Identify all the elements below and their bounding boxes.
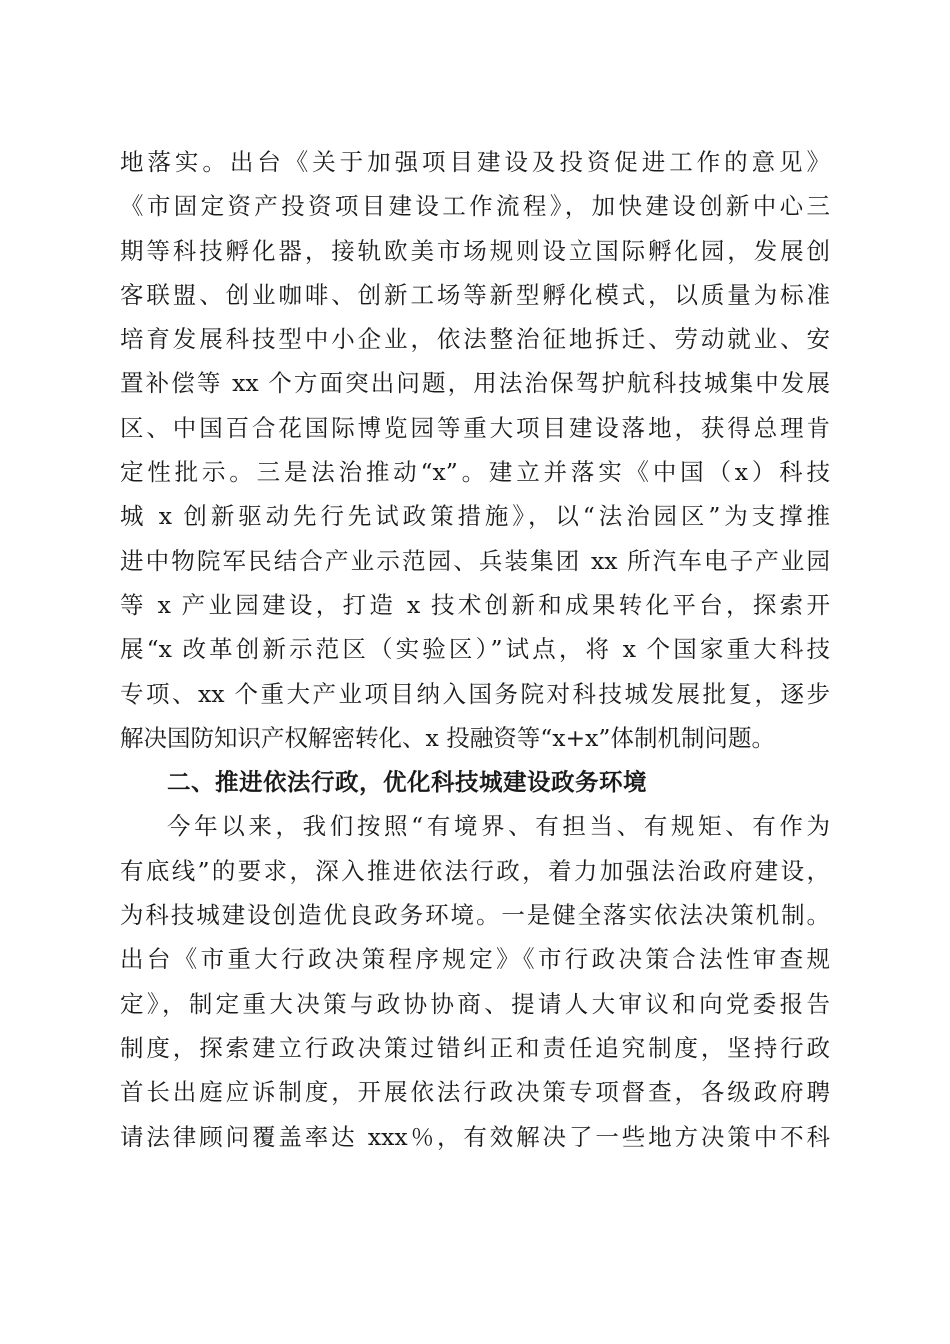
paragraph-line: 出台《市重大行政决策程序规定》《市行政决策合法性审查规	[120, 945, 830, 974]
paragraph-line: 地落实。出台《关于加强项目建设及投资促进工作的意见》	[120, 148, 830, 176]
paragraph-line: 进中物院军民结合产业示范园、兵装集团 xx 所汽车电子产业园	[120, 546, 830, 575]
paragraph-line: 首长出庭应诉制度，开展依法行政决策专项督查，各级政府聘	[120, 1078, 830, 1107]
paragraph-line: 制度，探索建立行政决策过错纠正和责任追究制度，坚持行政	[120, 1033, 830, 1062]
paragraph-line: 专项、xx 个重大产业项目纳入国务院对科技城发展批复，逐步	[120, 679, 830, 708]
paragraph-line: 展“x 改革创新示范区（实验区）”试点，将 x 个国家重大科技	[120, 635, 830, 664]
paragraph-line: 为科技城建设创造优良政务环境。一是健全落实依法决策机制。	[120, 901, 830, 930]
paragraph-line: 定性批示。三是法治推动“x”。建立并落实《中国（x）科技	[120, 458, 830, 487]
paragraph-line: 客联盟、创业咖啡、创新工场等新型孵化模式，以质量为标准	[120, 280, 830, 309]
paragraph-line: 期等科技孵化器，接轨欧美市场规则设立国际孵化园，发展创	[120, 236, 830, 265]
paragraph-line: 置补偿等 xx 个方面突出问题，用法治保驾护航科技城集中发展	[120, 369, 830, 398]
paragraph-line: 解决国防知识产权解密转化、x 投融资等“x+x”体制机制问题。	[120, 723, 775, 752]
body-text	[120, 140, 830, 1159]
paragraph-line: 城 x 创新驱动先行先试政策措施》，以“法治园区”为支撑推	[120, 502, 830, 531]
paragraph-line: 等 x 产业园建设，打造 x 技术创新和成果转化平台，探索开	[120, 590, 830, 619]
paragraph-line: 区、中国百合花国际博览园等重大项目建设落地，获得总理肯	[120, 413, 830, 442]
paragraph-line: 《市固定资产投资项目建设工作流程》，加快建设创新中心三	[120, 192, 830, 221]
paragraph-line: 培育发展科技型中小企业，依法整治征地拆迁、劳动就业、安	[120, 325, 830, 354]
paragraph-line: 定》，制定重大决策与政协协商、提请人大审议和向党委报告	[120, 989, 830, 1018]
paragraph-line: 有底线”的要求，深入推进依法行政，着力加强法治政府建设，	[120, 856, 830, 885]
paragraph-line: 请法律顾问覆盖率达 xxx％，有效解决了一些地方决策中不科	[120, 1122, 830, 1151]
paragraph-line: 今年以来，我们按照“有境界、有担当、有规矩、有作为	[167, 812, 830, 841]
section-heading: 二、推进依法行政，优化科技城建设政务环境	[167, 768, 647, 797]
